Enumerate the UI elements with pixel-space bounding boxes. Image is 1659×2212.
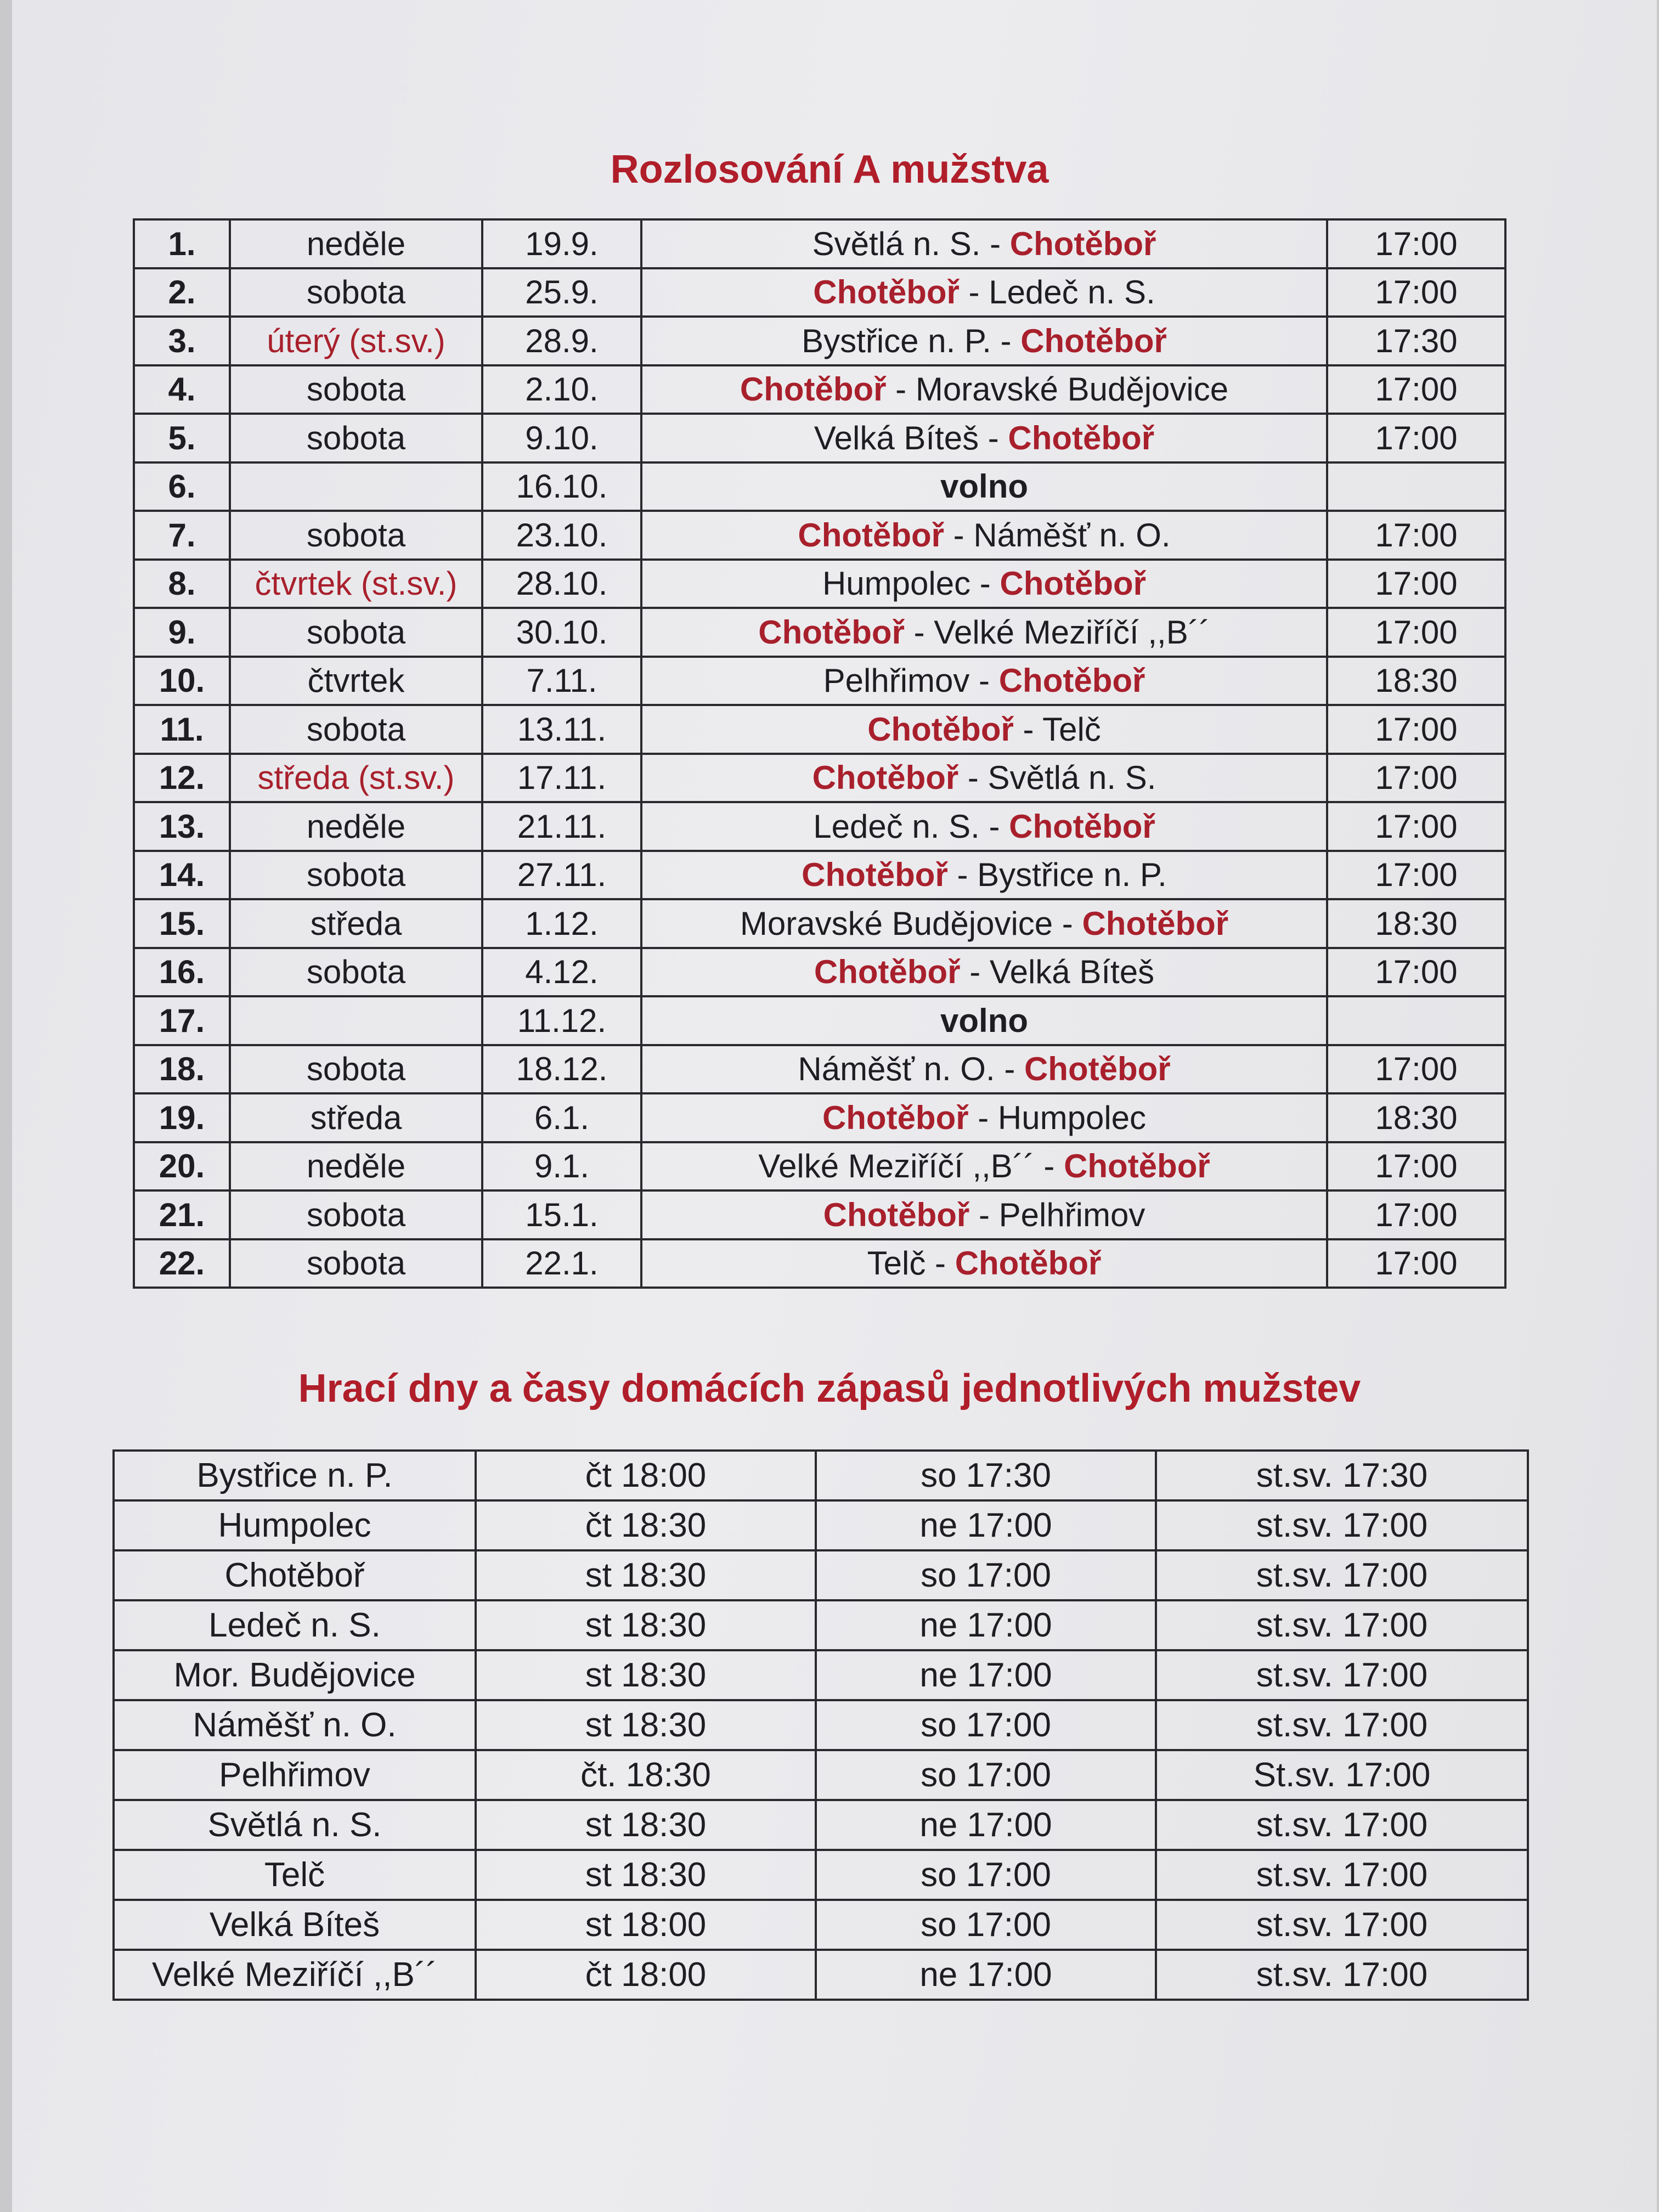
weekend-time: so 17:00 <box>816 1850 1156 1900</box>
pairing-before: Ledeč n. S. - <box>813 808 1009 845</box>
weekday-time: čt 18:30 <box>476 1500 816 1550</box>
round-number: 22. <box>134 1239 230 1288</box>
team-name: Velké Meziříčí ,,B´´ <box>114 1950 476 2000</box>
pairing-before: Velká Bíteš - <box>814 419 1008 456</box>
round-number: 8. <box>134 560 230 608</box>
match-day: středa <box>230 899 482 948</box>
schedule-row <box>134 1142 1505 1191</box>
match-date: 25.9. <box>482 268 641 317</box>
match-pairing <box>641 462 1327 511</box>
team-name: Náměšť n. O. <box>114 1700 476 1750</box>
pairing-after: - Telč <box>1013 710 1101 748</box>
weekday-time: st 18:30 <box>476 1800 816 1850</box>
home-times-row <box>114 1600 1528 1650</box>
free-round-label: volno <box>940 1002 1028 1039</box>
match-date: 13.11. <box>482 705 641 754</box>
round-number: 14. <box>134 851 230 900</box>
holiday-time: st.sv. 17:30 <box>1156 1451 1528 1500</box>
home-team-highlight: Chotěboř <box>814 953 961 991</box>
match-pairing <box>641 1190 1327 1239</box>
weekday-time: čt 18:00 <box>476 1950 816 2000</box>
schedule-row <box>134 1239 1505 1288</box>
schedule-row <box>134 608 1505 657</box>
home-times-row <box>114 1700 1528 1750</box>
match-day: sobota <box>230 268 482 317</box>
match-date: 28.10. <box>482 560 641 608</box>
weekend-time: ne 17:00 <box>816 1950 1156 2000</box>
weekend-time: ne 17:00 <box>816 1650 1156 1700</box>
match-date: 27.11. <box>482 851 641 900</box>
schedule-row <box>134 1045 1505 1094</box>
match-pairing <box>641 851 1327 900</box>
match-day: neděle <box>230 802 482 851</box>
match-date: 21.11. <box>482 802 641 851</box>
schedule-row <box>134 899 1505 948</box>
home-times-row <box>114 1950 1528 2000</box>
match-day: sobota <box>230 705 482 754</box>
home-team-highlight: Chotěboř <box>1000 565 1147 602</box>
round-number: 2. <box>134 268 230 317</box>
match-day: sobota <box>230 1045 482 1094</box>
match-day <box>230 462 482 511</box>
match-time <box>1327 996 1505 1045</box>
round-number: 10. <box>134 657 230 706</box>
round-number: 12. <box>134 754 230 803</box>
round-number: 11. <box>134 705 230 754</box>
holiday-time: St.sv. 17:00 <box>1156 1750 1528 1800</box>
pairing-after: - Moravské Budějovice <box>886 371 1229 408</box>
home-times-table <box>112 1449 1529 2001</box>
match-day: sobota <box>230 414 482 462</box>
holiday-time: st.sv. 17:00 <box>1156 1650 1528 1700</box>
team-name: Pelhřimov <box>114 1750 476 1800</box>
home-times-title: Hrací dny a časy domácích zápasů jednotlivých mužstev <box>298 1367 1361 1410</box>
home-team-highlight: Chotěboř <box>798 516 945 554</box>
match-time: 18:30 <box>1327 1093 1505 1142</box>
match-pairing <box>641 754 1327 803</box>
home-team-highlight: Chotěboř <box>1024 1051 1171 1088</box>
pairing-before: Velké Meziříčí ,,B´´ - <box>758 1148 1064 1185</box>
schedule-row <box>134 365 1505 414</box>
match-date: 4.12. <box>482 948 641 997</box>
home-team-highlight: Chotěboř <box>758 613 905 651</box>
pairing-after: - Velká Bíteš <box>960 953 1155 991</box>
match-pairing <box>641 948 1327 997</box>
home-team-highlight: Chotěboř <box>740 371 887 408</box>
match-date: 6.1. <box>482 1093 641 1142</box>
pairing-after: - Světlá n. S. <box>958 759 1156 797</box>
match-date: 7.11. <box>482 657 641 706</box>
match-pairing <box>641 657 1327 706</box>
schedule-row <box>134 705 1505 754</box>
home-team-highlight: Chotěboř <box>813 274 960 311</box>
match-time: 17:00 <box>1327 1239 1505 1288</box>
schedule-row <box>134 996 1505 1045</box>
round-number: 4. <box>134 365 230 414</box>
match-time: 18:30 <box>1327 899 1505 948</box>
match-pairing <box>641 1239 1327 1288</box>
home-team-highlight: Chotěboř <box>998 662 1146 699</box>
weekend-time: so 17:00 <box>816 1900 1156 1950</box>
round-number: 9. <box>134 608 230 657</box>
holiday-time: st.sv. 17:00 <box>1156 1850 1528 1900</box>
schedule-row <box>134 851 1505 900</box>
schedule-row <box>134 560 1505 608</box>
pairing-before: Náměšť n. O. - <box>798 1051 1024 1088</box>
home-times-row <box>114 1900 1528 1950</box>
match-time: 17:00 <box>1327 608 1505 657</box>
weekend-time: ne 17:00 <box>816 1800 1156 1850</box>
weekend-time: ne 17:00 <box>816 1500 1156 1550</box>
pairing-before: Bystřice n. P. - <box>802 322 1021 359</box>
match-time: 17:00 <box>1327 1190 1505 1239</box>
round-number: 6. <box>134 462 230 511</box>
home-times-row <box>114 1550 1528 1600</box>
schedule-table <box>133 218 1506 1289</box>
round-number: 13. <box>134 802 230 851</box>
home-times-row <box>114 1850 1528 1900</box>
match-time: 17:00 <box>1327 705 1505 754</box>
weekday-time: st 18:30 <box>476 1600 816 1650</box>
match-time: 17:00 <box>1327 1045 1505 1094</box>
pairing-before: Humpolec - <box>822 565 1000 602</box>
pairing-before: Světlá n. S. - <box>812 225 1010 262</box>
match-date: 9.10. <box>482 414 641 462</box>
match-time: 18:30 <box>1327 657 1505 706</box>
match-date: 17.11. <box>482 754 641 803</box>
holiday-time: st.sv. 17:00 <box>1156 1800 1528 1850</box>
home-team-highlight: Chotěboř <box>1064 1148 1210 1185</box>
team-name: Chotěboř <box>114 1550 476 1600</box>
match-pairing <box>641 608 1327 657</box>
match-day: sobota <box>230 511 482 560</box>
match-pairing <box>641 802 1327 851</box>
schedule-row <box>134 462 1505 511</box>
home-team-highlight: Chotěboř <box>1009 225 1156 262</box>
match-date: 2.10. <box>482 365 641 414</box>
match-day: sobota <box>230 1239 482 1288</box>
match-day: čtvrtek (st.sv.) <box>230 560 482 608</box>
team-name: Mor. Budějovice <box>114 1650 476 1700</box>
round-number: 17. <box>134 996 230 1045</box>
match-date: 23.10. <box>482 511 641 560</box>
match-time: 17:00 <box>1327 511 1505 560</box>
holiday-time: st.sv. 17:00 <box>1156 1600 1528 1650</box>
match-day: sobota <box>230 1190 482 1239</box>
match-pairing <box>641 996 1327 1045</box>
holiday-time: st.sv. 17:00 <box>1156 1550 1528 1600</box>
schedule-row <box>134 268 1505 317</box>
team-name: Humpolec <box>114 1500 476 1550</box>
match-time: 17:00 <box>1327 365 1505 414</box>
match-date: 30.10. <box>482 608 641 657</box>
weekday-time: st 18:30 <box>476 1850 816 1900</box>
match-pairing <box>641 414 1327 462</box>
home-team-highlight: Chotěboř <box>1020 322 1167 359</box>
weekday-time: st 18:30 <box>476 1550 816 1600</box>
match-pairing <box>641 511 1327 560</box>
match-day: sobota <box>230 608 482 657</box>
match-day: čtvrtek <box>230 657 482 706</box>
home-team-highlight: Chotěboř <box>822 1099 969 1136</box>
match-pairing <box>641 705 1327 754</box>
pairing-before: Telč - <box>867 1245 955 1282</box>
match-pairing <box>641 1093 1327 1142</box>
match-date: 1.12. <box>482 899 641 948</box>
schedule-row <box>134 317 1505 365</box>
match-time: 17:00 <box>1327 754 1505 803</box>
weekend-time: so 17:00 <box>816 1750 1156 1800</box>
schedule-row <box>134 948 1505 997</box>
match-time: 17:00 <box>1327 851 1505 900</box>
match-time: 17:00 <box>1327 414 1505 462</box>
match-date: 15.1. <box>482 1190 641 1239</box>
match-date: 28.9. <box>482 317 641 365</box>
schedule-row <box>134 754 1505 803</box>
home-team-highlight: Chotěboř <box>802 856 948 894</box>
team-name: Ledeč n. S. <box>114 1600 476 1650</box>
home-times-row <box>114 1451 1528 1500</box>
match-day: středa (st.sv.) <box>230 754 482 803</box>
match-day: sobota <box>230 365 482 414</box>
home-times-row <box>114 1800 1528 1850</box>
home-team-highlight: Chotěboř <box>955 1245 1102 1282</box>
match-pairing <box>641 365 1327 414</box>
match-time: 17:00 <box>1327 219 1505 268</box>
schedule-row <box>134 1190 1505 1239</box>
match-time: 17:00 <box>1327 802 1505 851</box>
pairing-after: - Náměšť n. O. <box>944 516 1171 554</box>
weekday-time: čt. 18:30 <box>476 1750 816 1800</box>
match-day: sobota <box>230 851 482 900</box>
round-number: 15. <box>134 899 230 948</box>
round-number: 7. <box>134 511 230 560</box>
schedule-row <box>134 1093 1505 1142</box>
match-day <box>230 996 482 1045</box>
match-day: sobota <box>230 948 482 997</box>
weekend-time: so 17:30 <box>816 1451 1156 1500</box>
round-number: 21. <box>134 1190 230 1239</box>
home-team-highlight: Chotěboř <box>823 1196 970 1233</box>
pairing-after: - Ledeč n. S. <box>959 274 1155 311</box>
pairing-after: - Bystřice n. P. <box>947 856 1167 894</box>
round-number: 1. <box>134 219 230 268</box>
home-team-highlight: Chotěboř <box>867 710 1014 748</box>
home-times-row <box>114 1500 1528 1550</box>
match-time: 17:00 <box>1327 268 1505 317</box>
team-name: Velká Bíteš <box>114 1900 476 1950</box>
pairing-before: Moravské Budějovice - <box>740 905 1082 942</box>
match-pairing <box>641 560 1327 608</box>
match-time: 17:00 <box>1327 948 1505 997</box>
match-time <box>1327 462 1505 511</box>
match-day: neděle <box>230 1142 482 1191</box>
weekday-time: čt 18:00 <box>476 1451 816 1500</box>
holiday-time: st.sv. 17:00 <box>1156 1500 1528 1550</box>
match-date: 22.1. <box>482 1239 641 1288</box>
home-team-highlight: Chotěboř <box>1008 419 1155 456</box>
match-pairing <box>641 268 1327 317</box>
schedule-row <box>134 414 1505 462</box>
match-date: 9.1. <box>482 1142 641 1191</box>
match-day: středa <box>230 1093 482 1142</box>
schedule-row <box>134 219 1505 268</box>
home-team-highlight: Chotěboř <box>1082 905 1229 942</box>
match-pairing <box>641 1045 1327 1094</box>
home-times-row <box>114 1650 1528 1700</box>
round-number: 18. <box>134 1045 230 1094</box>
schedule-title: Rozlosování A mužstva <box>610 148 1049 191</box>
match-pairing <box>641 219 1327 268</box>
round-number: 16. <box>134 948 230 997</box>
weekend-time: so 17:00 <box>816 1700 1156 1750</box>
pairing-after: - Velké Meziříčí ,,B´´ <box>904 613 1210 651</box>
weekday-time: st 18:30 <box>476 1700 816 1750</box>
round-number: 20. <box>134 1142 230 1191</box>
weekend-time: so 17:00 <box>816 1550 1156 1600</box>
round-number: 3. <box>134 317 230 365</box>
match-day: úterý (st.sv.) <box>230 317 482 365</box>
schedule-row <box>134 657 1505 706</box>
pairing-after: - Humpolec <box>968 1099 1147 1136</box>
schedule-row <box>134 802 1505 851</box>
home-team-highlight: Chotěboř <box>812 759 959 797</box>
team-name: Světlá n. S. <box>114 1800 476 1850</box>
team-name: Bystřice n. P. <box>114 1451 476 1500</box>
weekday-time: st 18:30 <box>476 1650 816 1700</box>
match-date: 16.10. <box>482 462 641 511</box>
pairing-before: Pelhřimov - <box>823 662 999 699</box>
match-pairing <box>641 1142 1327 1191</box>
match-time: 17:00 <box>1327 1142 1505 1191</box>
match-date: 19.9. <box>482 219 641 268</box>
match-day: neděle <box>230 219 482 268</box>
team-name: Telč <box>114 1850 476 1900</box>
home-team-highlight: Chotěboř <box>1009 808 1155 845</box>
match-pairing <box>641 317 1327 365</box>
match-date: 18.12. <box>482 1045 641 1094</box>
home-times-row <box>114 1750 1528 1800</box>
match-time: 17:30 <box>1327 317 1505 365</box>
weekend-time: ne 17:00 <box>816 1600 1156 1650</box>
holiday-time: st.sv. 17:00 <box>1156 1700 1528 1750</box>
holiday-time: st.sv. 17:00 <box>1156 1900 1528 1950</box>
pairing-after: - Pelhřimov <box>969 1196 1146 1233</box>
round-number: 5. <box>134 414 230 462</box>
holiday-time: st.sv. 17:00 <box>1156 1950 1528 2000</box>
match-date: 11.12. <box>482 996 641 1045</box>
free-round-label: volno <box>940 468 1028 505</box>
match-pairing <box>641 899 1327 948</box>
match-time: 17:00 <box>1327 560 1505 608</box>
round-number: 19. <box>134 1093 230 1142</box>
schedule-row <box>134 511 1505 560</box>
weekday-time: st 18:00 <box>476 1900 816 1950</box>
